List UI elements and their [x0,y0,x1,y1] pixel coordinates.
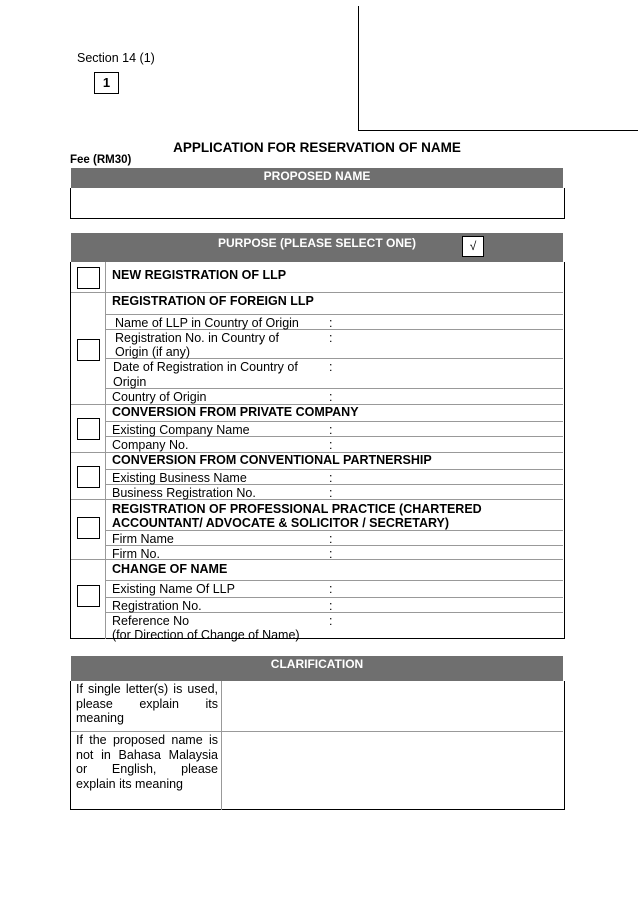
field-colon: : [329,486,333,500]
checkbox-change-of-name[interactable] [77,585,100,607]
field-colon: : [329,471,333,485]
option-private-company: CONVERSION FROM PRIVATE COMPANY [112,405,359,419]
field-separator [106,421,563,422]
field-label-registration-no-origin: Registration No. in Country of [115,331,279,345]
field-label-registration-no-origin-cont: Origin (if any) [115,345,191,359]
proposed-name-header [71,168,563,188]
form-number: 1 [102,75,111,90]
option-professional-practice: REGISTRATION OF PROFESSIONAL PRACTICE (CHARTERED [112,502,482,516]
field-label-firm-no: Firm No. [112,547,160,561]
checkbox-foreign-llp[interactable] [77,339,100,361]
checkbox-private-company[interactable] [77,418,100,440]
tick-icon: √ [469,239,477,253]
field-separator [106,388,563,389]
proposed-name-heading: PROPOSED NAME [263,169,371,183]
proposed-name-field[interactable] [70,188,565,219]
field-label-registration-date-origin: Date of Registration in Country of [113,360,298,374]
fee-label: Fee (RM30) [70,154,132,166]
purpose-heading: PURPOSE (PLEASE SELECT ONE) [217,236,417,250]
option-change-of-name: CHANGE OF NAME [112,562,228,576]
field-colon: : [329,423,333,437]
field-colon: : [329,438,333,452]
field-colon: : [329,614,333,628]
field-label-registration-date-origin-cont: Origin [113,375,147,389]
stamp-area-bottom-line [358,130,638,131]
field-label-company-no: Company No. [112,438,189,452]
field-colon: : [329,360,333,374]
field-colon: : [329,532,333,546]
option-professional-practice-cont: ACCOUNTANT/ ADVOCATE & SOLICITOR / SECRETARY) [112,516,450,530]
field-label-firm-name: Firm Name [112,532,174,546]
field-colon: : [329,331,333,345]
option-new-llp: NEW REGISTRATION OF LLP [112,268,287,282]
field-label-existing-company-name: Existing Company Name [112,423,250,437]
purpose-header [71,233,563,262]
field-separator [106,597,563,598]
field-separator [106,469,563,470]
clarification-answer-single-letters[interactable] [222,682,563,731]
field-colon: : [329,547,333,561]
field-colon: : [329,582,333,596]
checkbox-professional-practice[interactable] [77,517,100,539]
clarification-question-single-letters: If single letter(s) is used, please explain its meaning [76,682,218,725]
stamp-area-left-line [358,6,359,130]
clarification-question-language: If the proposed name is not in Bahasa Malaysia or English, please explain its meaning [76,733,218,791]
clarification-header [71,656,563,681]
clarification-answer-language[interactable] [222,732,563,809]
page-title: APPLICATION FOR RESERVATION OF NAME [173,140,461,155]
option-foreign-llp: REGISTRATION OF FOREIGN LLP [112,294,314,308]
field-label-existing-name-llp: Existing Name Of LLP [112,582,235,596]
field-label-reference-no-cont: (for Direction of Change of Name) [112,628,300,642]
purpose-tick-box [462,236,484,257]
option-partnership: CONVERSION FROM CONVENTIONAL PARTNERSHIP [112,453,432,467]
field-label-business-registration-no: Business Registration No. [112,486,256,500]
checkbox-partnership[interactable] [77,466,100,488]
field-colon: : [329,390,333,404]
row-separator [71,292,563,293]
field-colon: : [329,316,333,330]
field-separator [106,545,563,546]
field-label-registration-no: Registration No. [112,599,202,613]
purpose-column-divider [105,262,106,639]
section-reference: Section 14 (1) [77,51,155,65]
field-separator [106,530,563,531]
clarification-heading: CLARIFICATION [270,657,364,671]
checkbox-new-llp[interactable] [77,267,100,289]
field-label-country-origin: Country of Origin [112,390,207,404]
field-label-existing-business-name: Existing Business Name [112,471,247,485]
field-colon: : [329,599,333,613]
field-label-llp-name-origin: Name of LLP in Country of Origin [115,316,299,330]
field-label-reference-no: Reference No [112,614,190,628]
field-separator [106,580,563,581]
form-number-box [94,72,119,94]
field-separator [106,314,563,315]
